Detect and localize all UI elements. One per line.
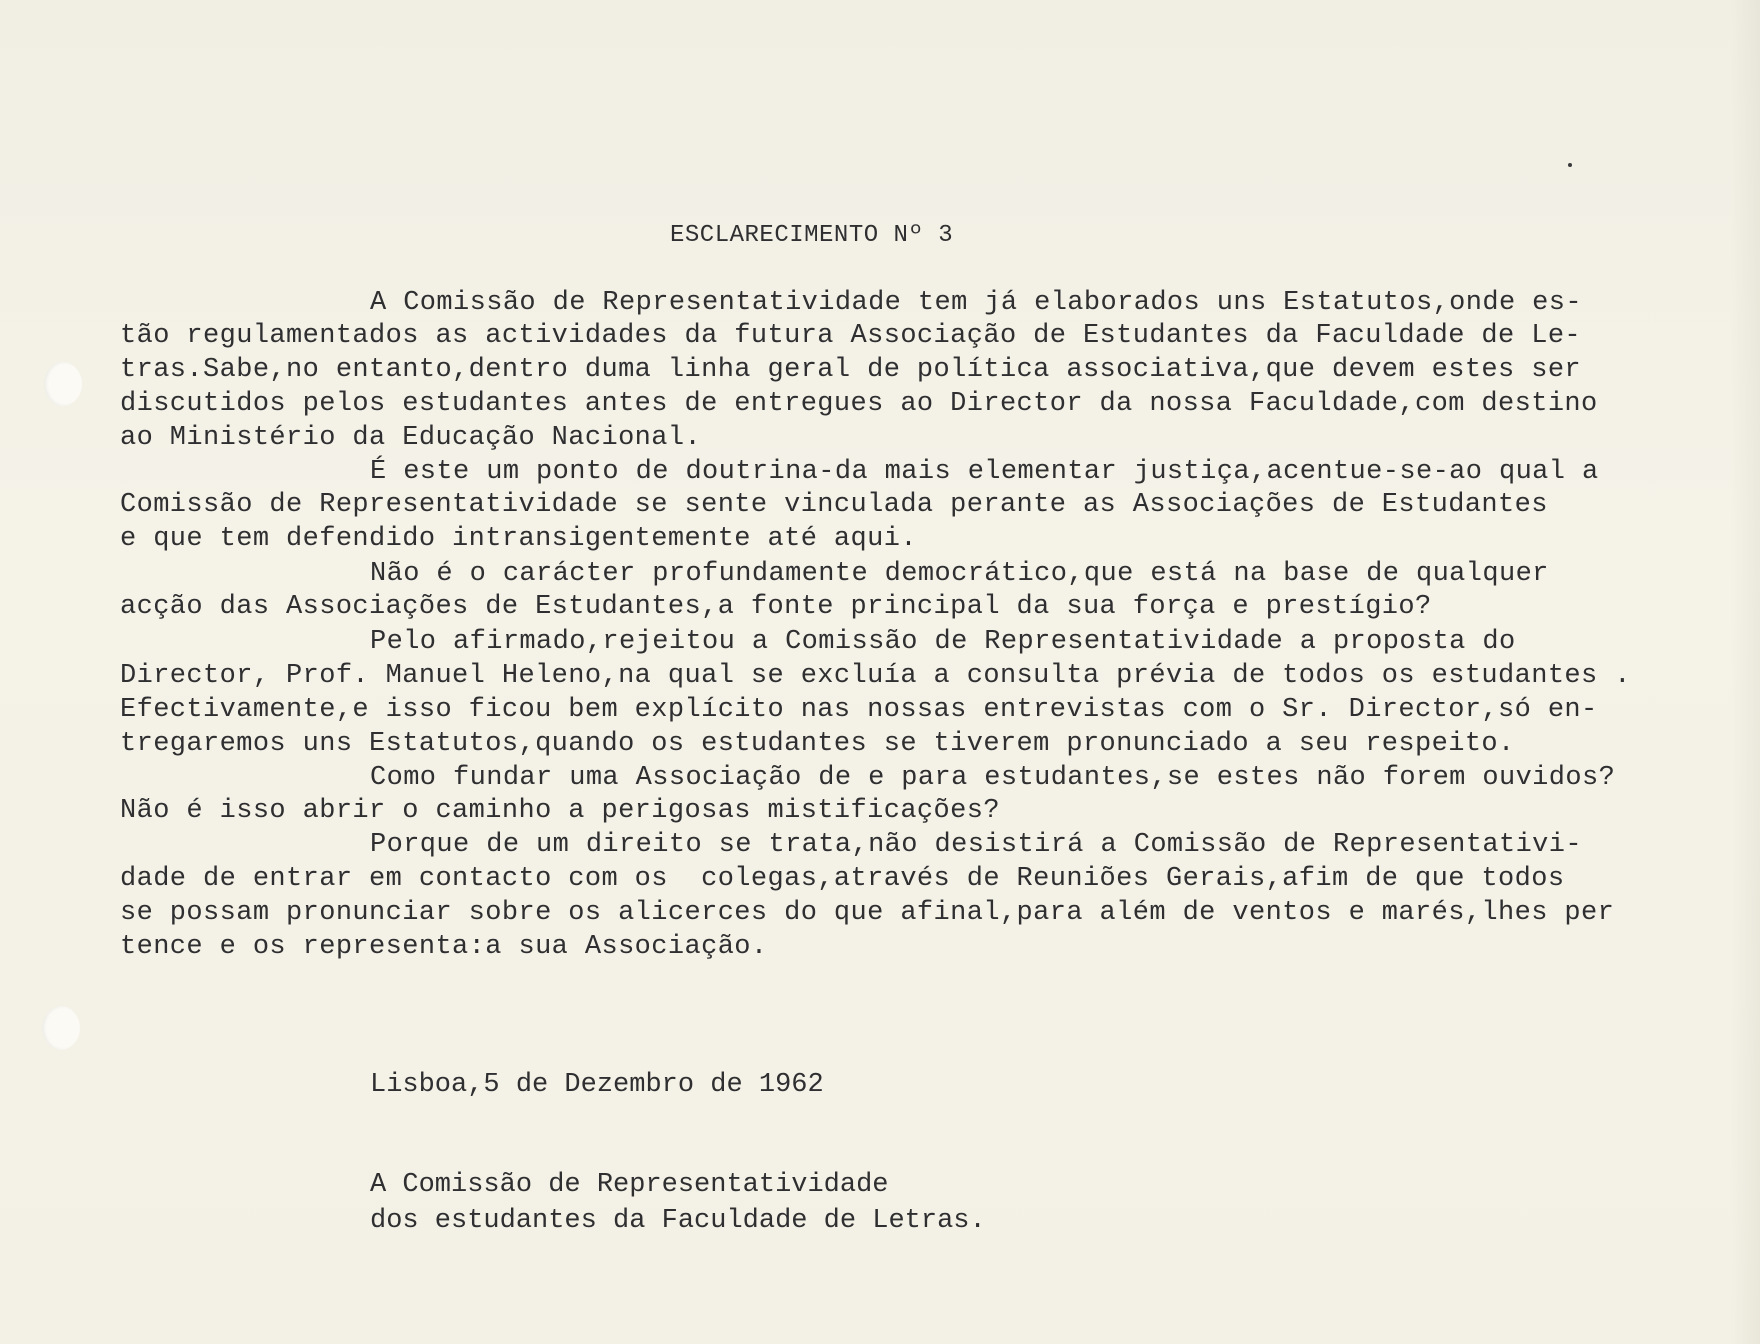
body-line: Não é o carácter profundamente democrático,que está na base de qualquer — [370, 559, 1549, 589]
punch-hole-top — [44, 362, 82, 406]
body-line: tras.Sabe,no entanto,dentro duma linha geral de política associativa,que devem estes ser — [120, 355, 1582, 385]
body-line: se possam pronunciar sobre os alicerces do que afinal,para além de ventos e marés,lhes per — [120, 898, 1615, 928]
body-line: discutidos pelos estudantes antes de entregues ao Director da nossa Faculdade,com destino — [120, 389, 1598, 419]
page-edge-shadow — [1730, 0, 1760, 1344]
body-line: A Comissão de Representatividade tem já elaborados uns Estatutos,onde es- — [370, 288, 1582, 318]
body-line: dade de entrar em contacto com os colegas,através de Reuniões Gerais,afim de que todos — [120, 864, 1565, 894]
signature-line-1: A Comissão de Representatividade — [370, 1170, 889, 1200]
body-line: Efectivamente,e isso ficou bem explícito nas nossas entrevistas com o Sr. Director,só en- — [120, 695, 1598, 725]
body-line: É este um ponto de doutrina-da mais elementar justiça,acentue-se-ao qual a — [370, 457, 1599, 487]
body-line: Director, Prof. Manuel Heleno,na qual se excluía a consulta prévia de todos os estudantes . — [120, 661, 1631, 691]
signature-line-2: dos estudantes da Faculdade de Letras. — [370, 1206, 986, 1236]
body-line: tão regulamentados as actividades da futura Associação de Estudantes da Faculdade de Le- — [120, 321, 1582, 351]
punch-hole-bottom — [42, 1006, 80, 1050]
body-line: Porque de um direito se trata,não desistirá a Comissão de Representativi- — [370, 830, 1582, 860]
body-line: Comissão de Representatividade se sente vinculada perante as Associações de Estudantes — [120, 490, 1548, 520]
ink-speck — [1568, 163, 1572, 167]
body-line: tence e os representa:a sua Associação. — [120, 932, 768, 962]
document-title: ESCLARECIMENTO Nº 3 — [670, 222, 954, 249]
body-line: e que tem defendido intransigentemente até aqui. — [120, 524, 917, 554]
body-line: acção das Associações de Estudantes,a fonte principal da sua força e prestígio? — [120, 592, 1432, 622]
body-line: Pelo afirmado,rejeitou a Comissão de Representatividade a proposta do — [370, 627, 1516, 657]
place-date: Lisboa,5 de Dezembro de 1962 — [370, 1070, 824, 1100]
body-line: Não é isso abrir o caminho a perigosas mistificações? — [120, 796, 1000, 826]
body-line: Como fundar uma Associação de e para estudantes,se estes não forem ouvidos? — [370, 763, 1616, 793]
body-line: ao Ministério da Educação Nacional. — [120, 423, 702, 453]
body-line: tregaremos uns Estatutos,quando os estudantes se tiverem pronunciado a seu respeito. — [120, 729, 1515, 759]
